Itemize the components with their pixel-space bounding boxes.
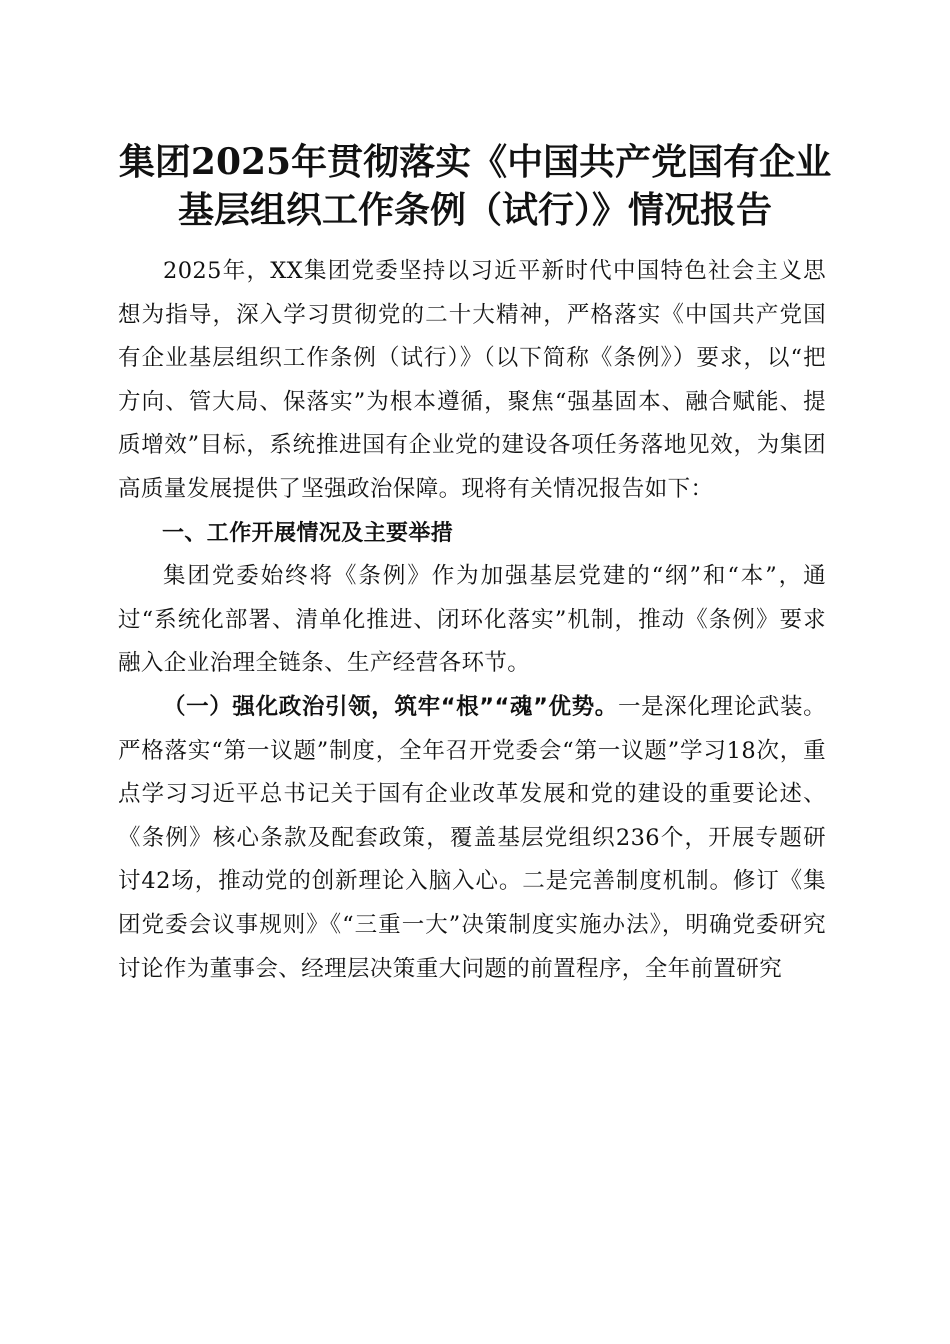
- subsection-1-paragraph: [118, 686, 826, 991]
- document-body: [118, 250, 826, 991]
- section-1-intro-paragraph: 集团党委始终将《条例》作为加强基层党建的“纲”和“本”，通过“系统化部署、清单化推进、闭环化落实”机制，推动《条例》要求融入企业治理全链条、生产经营各环节。: [118, 563, 826, 677]
- document-title: [100, 138, 850, 234]
- intro-paragraph: 2025年，XX集团党委坚持以习近平新时代中国特色社会主义思想为指导，深入学习贯彻党的二十大精神，严格落实《中国共产党国有企业基层组织工作条例（试行）》（以下简称《条例》）要求，以“把方向、管大局、保落实”为根本遵循，聚焦“强基固本、融合赋能、提质增效”目标，系统推进国有企业党的建设各项任务落地见效，为集团高质量发展提供了坚强政治保障。现将有关情况报告如下：: [118, 258, 826, 502]
- subsection-1-lead: （一）强化政治引领，筑牢“根”“魂”优势。: [163, 693, 618, 720]
- document-title-line-1: 集团2025年贯彻落实《中国共产党国有企业: [118, 141, 832, 183]
- document-title-line-2: 基层组织工作条例（试行）》情况报告: [177, 189, 772, 231]
- subsection-1-body: 一是深化理论武装。严格落实“第一议题”制度，全年召开党委会“第一议题”学习18次，重点学习习近平总书记关于国有企业改革发展和党的建设的重要论述、《条例》核心条款及配套政策，覆盖基层党组织236个，开展专题研讨42场，推动党的创新理论入脑入心。二是完善制度机制。修订《集团党委会议事规则》《“三重一大”决策制度实施办法》，明确党委研究讨论作为董事会、经理层决策重大问题的前置程序，全年前置研究: [118, 693, 826, 982]
- section-1-heading: 一、工作开展情况及主要举措: [162, 520, 454, 546]
